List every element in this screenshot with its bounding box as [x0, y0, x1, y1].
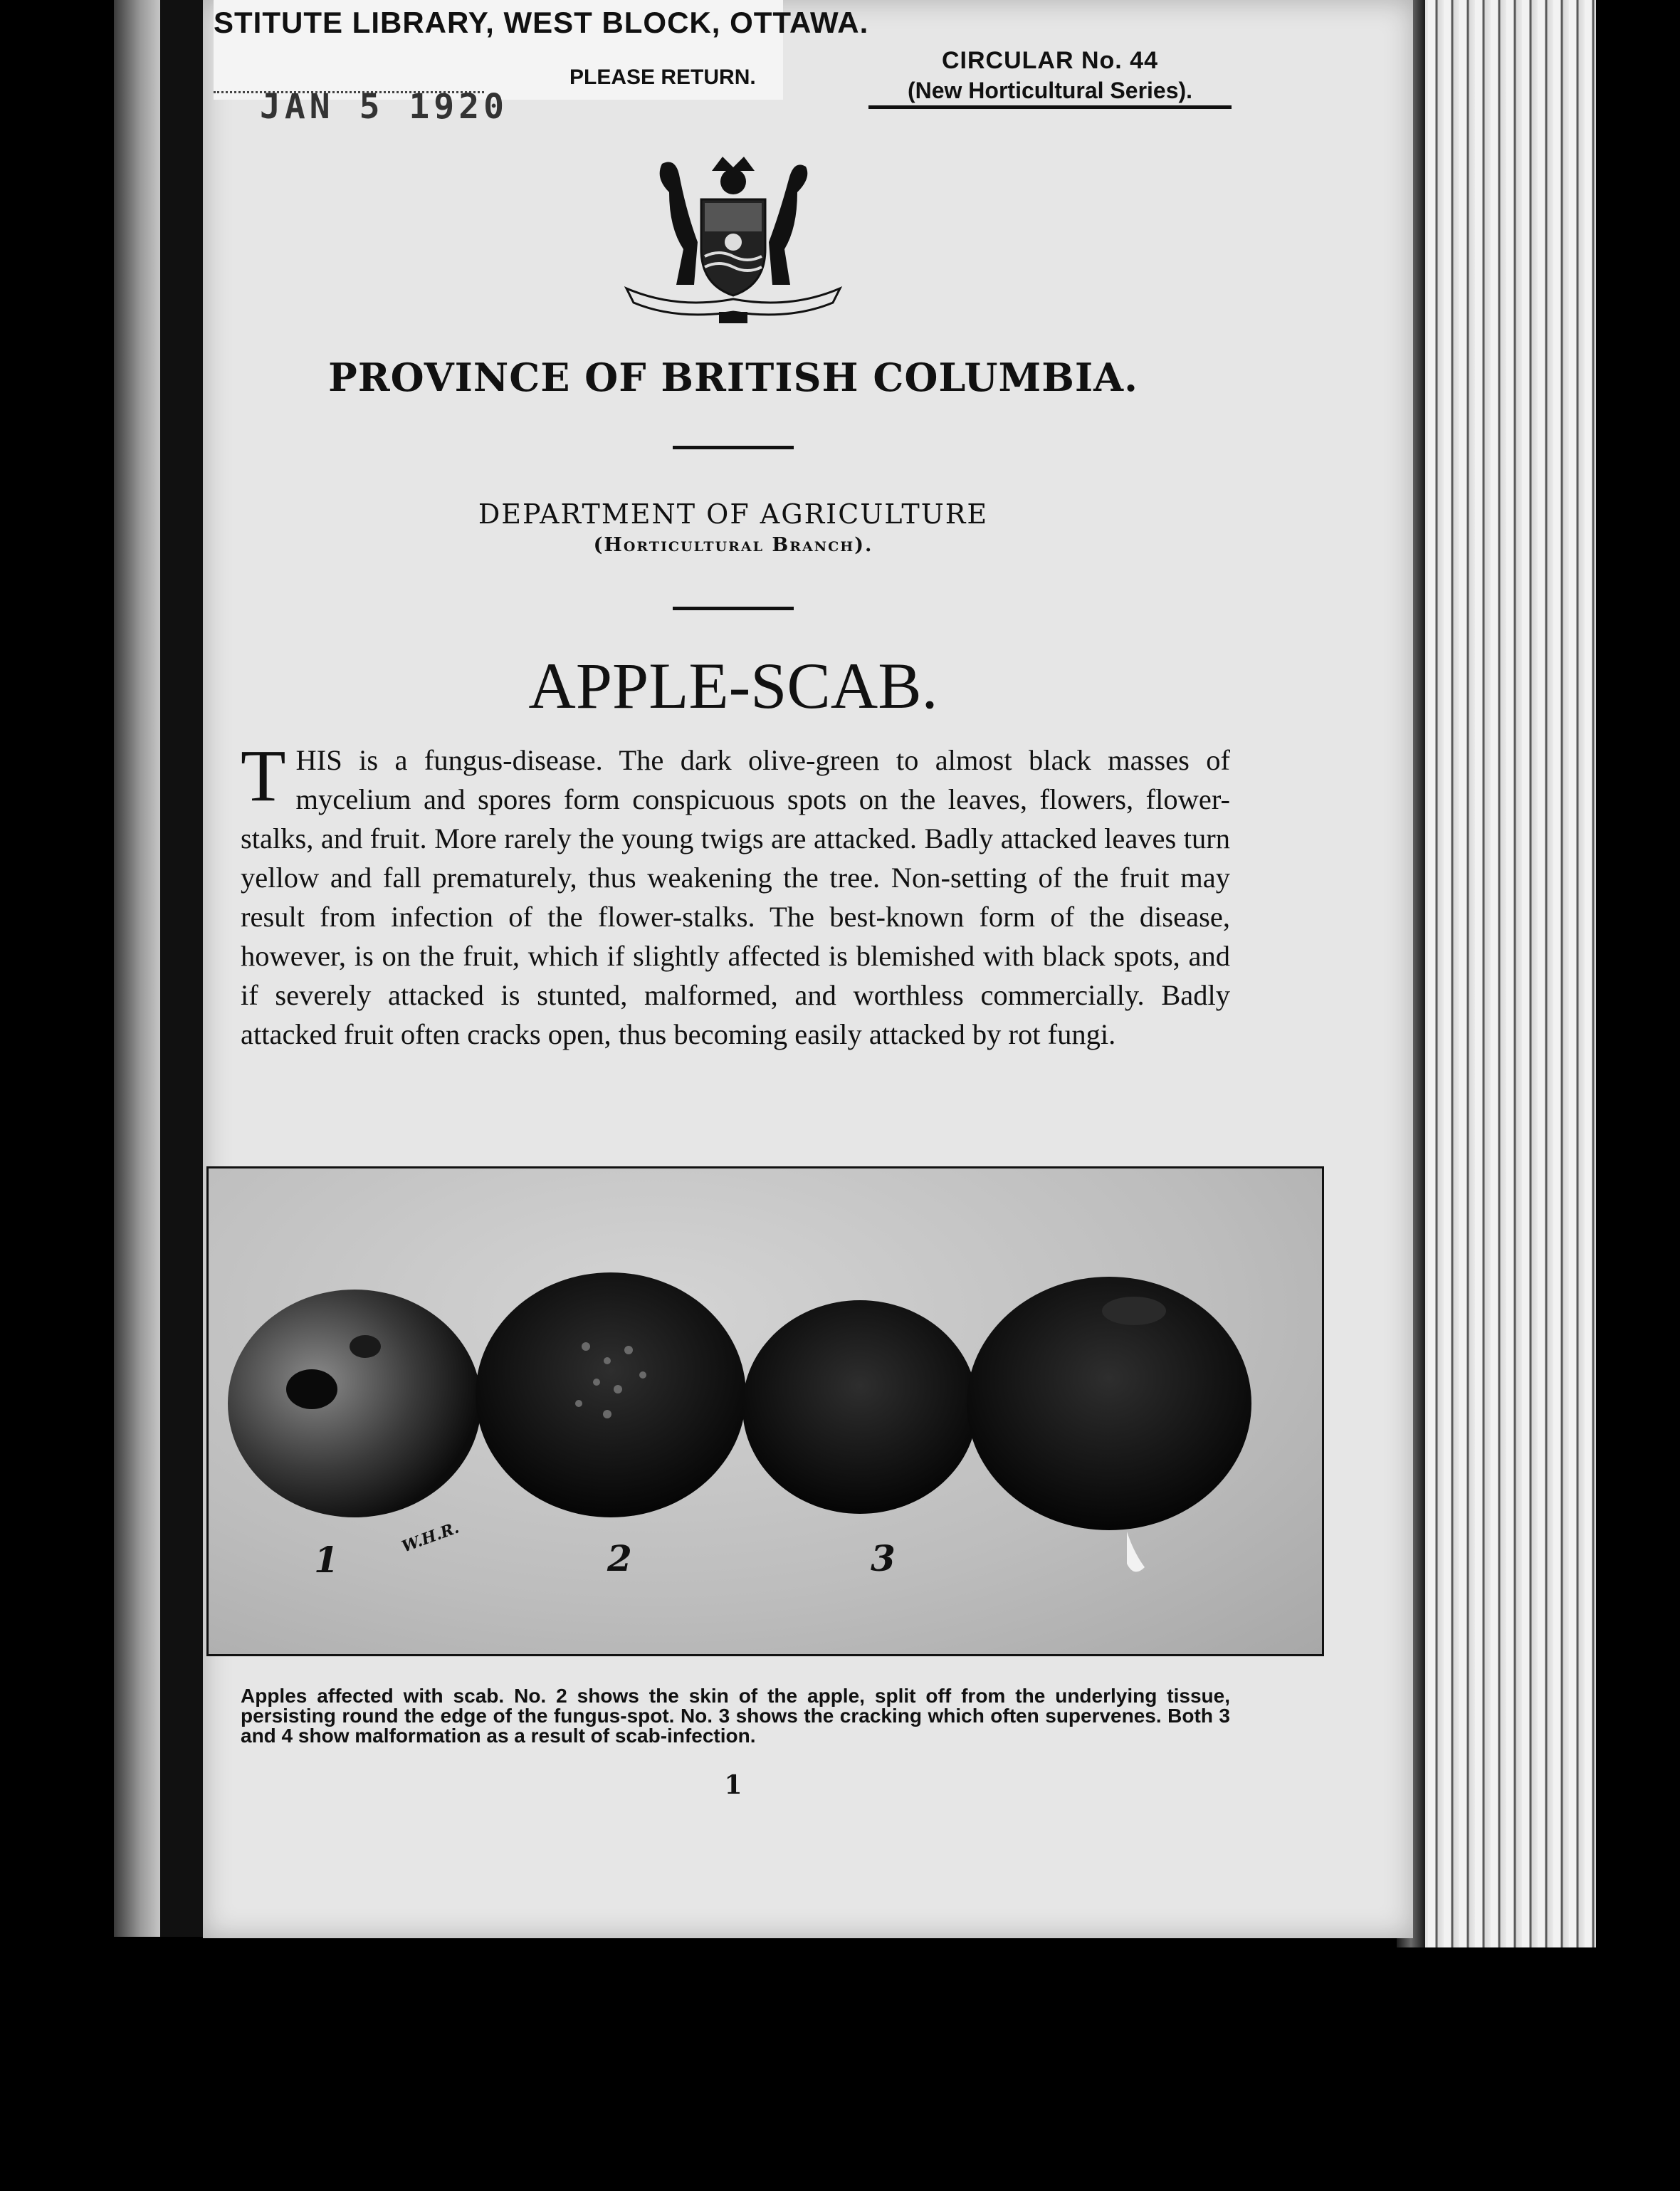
- date-stamp: JAN 5 1920: [260, 87, 508, 127]
- apple-label-3: 3: [871, 1537, 896, 1579]
- department-heading: DEPARTMENT OF AGRICULTURE: [478, 498, 989, 530]
- drop-cap: T: [241, 735, 286, 817]
- library-slip-address: STITUTE LIBRARY, WEST BLOCK, OTTAWA.: [214, 6, 869, 39]
- page-edges-stack: [1397, 0, 1596, 1947]
- apple-3: [742, 1300, 977, 1514]
- photo-caption: Apples affected with scab. No. 2 shows the skin of the apple, split off from the underlying tissue, persisting round the edge of the fungus-spot. No. 3 shows the cracking which often supervenes. Both 3 and 4 show malformation as a result of scab-infection.: [241, 1685, 1230, 1747]
- divider: [673, 446, 794, 449]
- apple-label-1: 1: [314, 1539, 339, 1581]
- body-paragraph-text: HIS is a fungus-disease. The dark olive-green to almost black masses of mycelium and spores form conspicuous spots on the leaves, flowers, flower-stalks, and fruit. More rarely the young twigs are attacked. Badly attacked leaves turn yellow and fall prematurely, thus weakening the tree. Non-setting of the fruit may result from infection of the flower-stalks. The best-known form of the disease, however, is on the fruit, which if slightly affected is blemished with black spots, and if severely attacked is stunted, malformed, and worthless commercially. Badly attacked fruit often cracks open, thus becoming easily attacked by rot fungi.: [241, 744, 1230, 1050]
- page-number: 1: [724, 1770, 742, 1800]
- apple-label-2: 2: [607, 1537, 632, 1579]
- province-heading: PROVINCE OF BRITISH COLUMBIA.: [328, 355, 1138, 400]
- document-title: APPLE-SCAB.: [528, 649, 938, 722]
- library-slip-return: PLEASE RETURN.: [569, 66, 756, 89]
- branch-subheading: (Horticultural Branch).: [593, 534, 873, 556]
- circular-heading: [868, 47, 1232, 109]
- coat-of-arms-icon: [619, 150, 847, 328]
- apple-1: [228, 1290, 481, 1517]
- book-gutter: [160, 0, 203, 1937]
- divider: [673, 607, 794, 610]
- circular-series: (New Horticultural Series).: [868, 78, 1232, 109]
- photographer-initials: W.H.R.: [399, 1518, 462, 1557]
- circular-number: CIRCULAR No. 44: [941, 47, 1159, 74]
- body-paragraph: [241, 735, 1230, 1054]
- apple-2: [476, 1272, 746, 1517]
- apple-scab-photograph: [206, 1166, 1324, 1656]
